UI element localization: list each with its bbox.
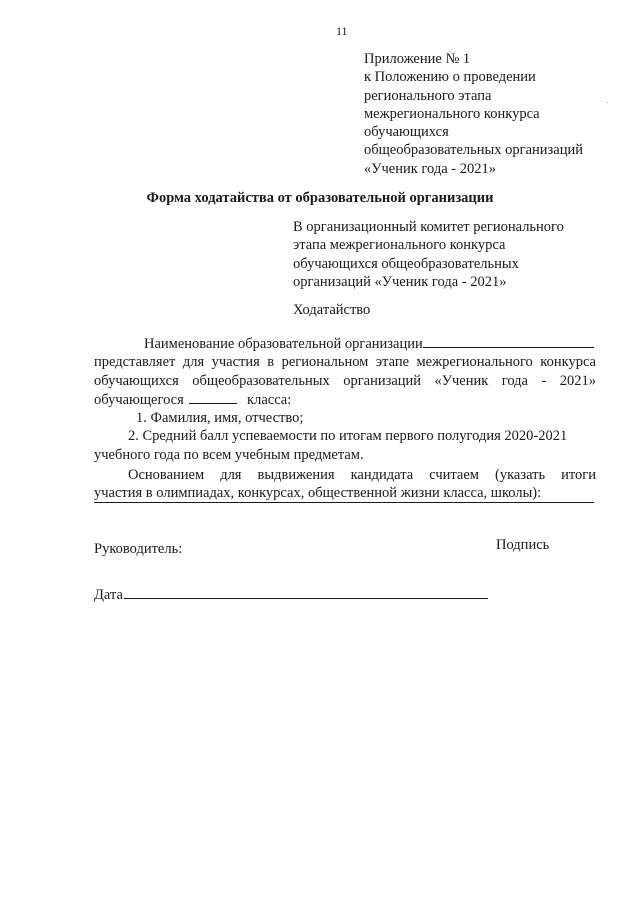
basis-line: Основанием для выдвижения кандидата считаем (указать итоги bbox=[128, 467, 596, 484]
list-item: 2. Средний балл успеваемости по итогам первого полугодия 2020-2021 bbox=[128, 428, 568, 445]
body-line: представляет для участия в региональном этапе межрегионального конкурса bbox=[94, 354, 596, 371]
petition-heading: Ходатайство bbox=[293, 302, 371, 318]
page-number: 11 bbox=[336, 24, 348, 38]
student-class-row bbox=[94, 390, 596, 409]
appendix-line: регионального этапа bbox=[364, 87, 492, 104]
signature-label: Подпись bbox=[496, 537, 550, 553]
org-name-label: Наименование образовательной организации bbox=[144, 336, 423, 352]
class-label: класса: bbox=[247, 391, 292, 408]
date-blank bbox=[124, 584, 488, 599]
appendix-line: обучающихся bbox=[364, 124, 449, 141]
list-item-continuation: учебного года по всем учебным предметам. bbox=[94, 446, 364, 463]
addressee-line: обучающихся общеобразовательных bbox=[293, 255, 519, 272]
head-label: Руководитель: bbox=[94, 541, 183, 557]
appendix-block bbox=[364, 50, 614, 178]
addressee-block bbox=[293, 218, 603, 291]
list-item: 1. Фамилия, имя, отчество; bbox=[136, 410, 304, 427]
addressee-line: организаций «Ученик года - 2021» bbox=[293, 273, 507, 290]
form-title: Форма ходатайства от образовательной организации bbox=[146, 190, 494, 206]
addressee-line: В организационный комитет регионального bbox=[293, 219, 564, 235]
appendix-line: общеобразовательных организаций bbox=[364, 142, 583, 159]
date-row bbox=[94, 584, 488, 605]
class-blank bbox=[189, 390, 237, 404]
appendix-line: Приложение № 1 bbox=[364, 51, 471, 67]
date-label: Дата bbox=[94, 587, 123, 603]
basis-line: участия в олимпиадах, конкурсах, общественной жизни класса, школы): bbox=[94, 485, 542, 502]
body-line: обучающихся общеобразовательных организаций «Ученик года - 2021» bbox=[94, 372, 596, 389]
appendix-line: к Положению о проведении bbox=[364, 69, 536, 86]
org-name-row bbox=[94, 334, 596, 353]
org-name-blank bbox=[423, 334, 594, 348]
addressee-line: этапа межрегионального конкурса bbox=[293, 237, 506, 254]
petition-body bbox=[94, 334, 596, 503]
appendix-line: межрегионального конкурса bbox=[364, 105, 540, 122]
student-label: обучающегося bbox=[94, 391, 184, 408]
appendix-line: «Ученик года - 2021» bbox=[364, 160, 496, 177]
answer-blank-line bbox=[94, 502, 594, 503]
